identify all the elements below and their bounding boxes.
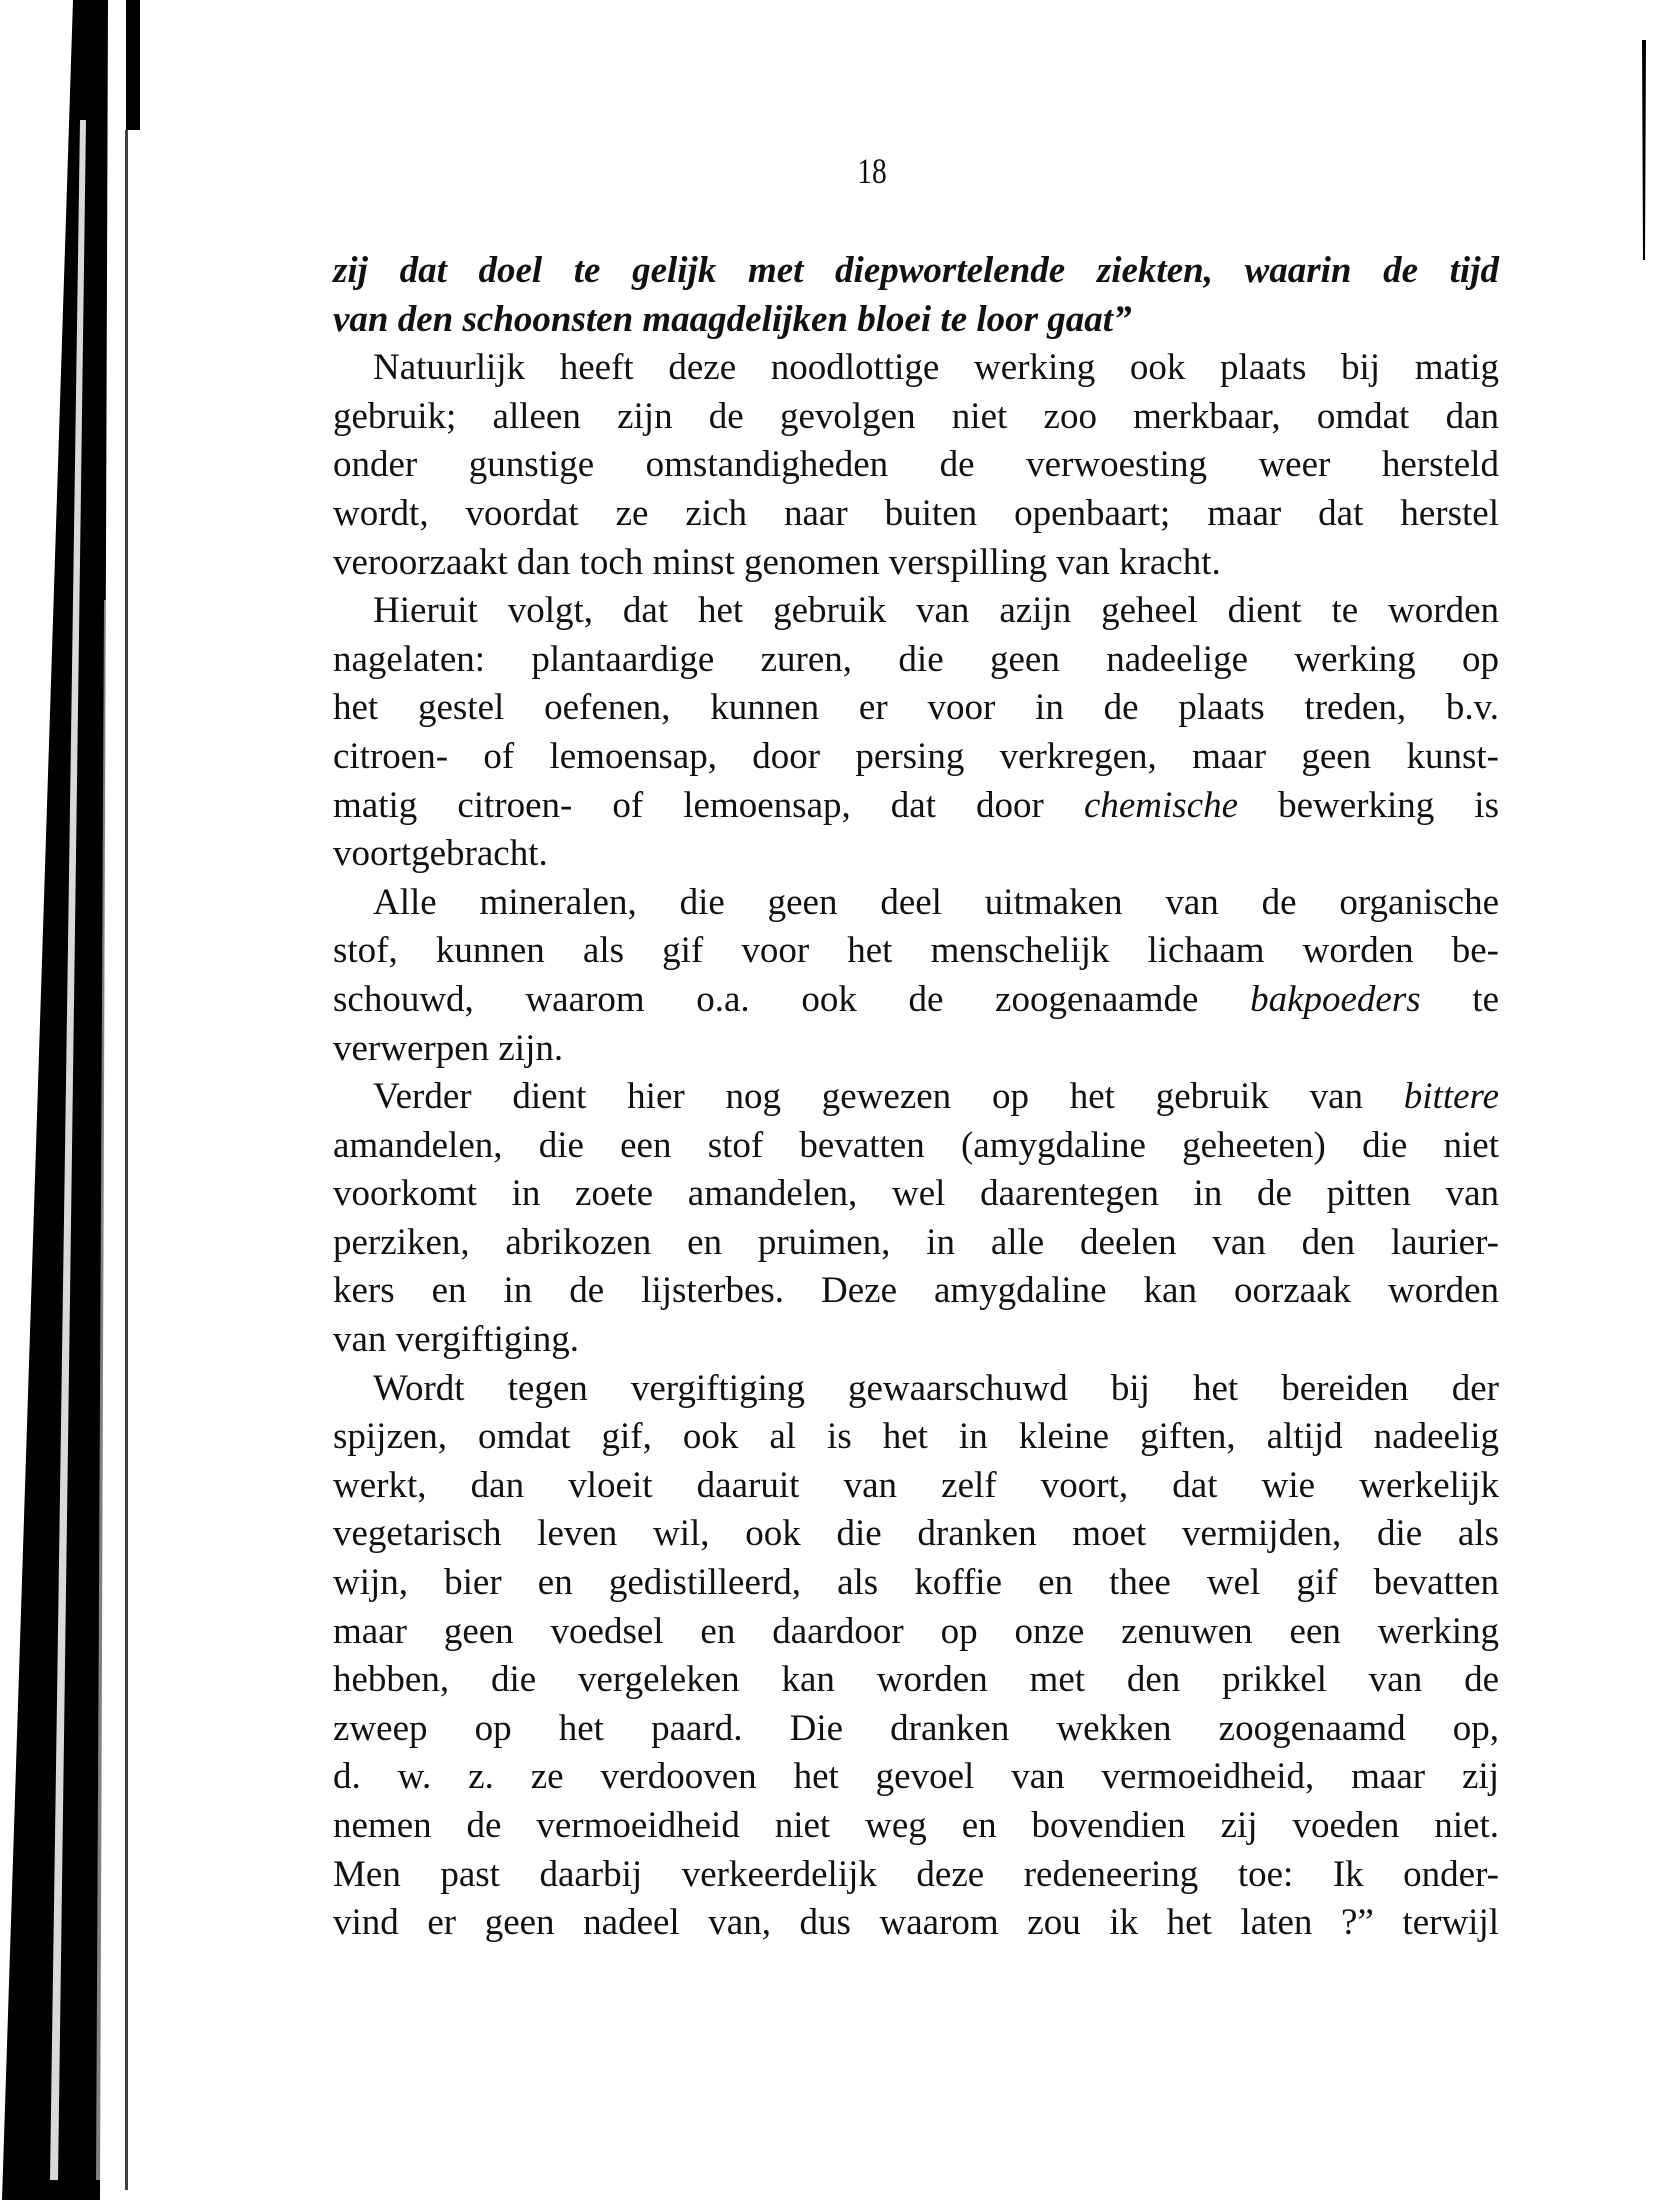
text-run: kers en in de lijsterbes. Deze amygdaline kan oorzaak worden [333, 1270, 1499, 1312]
page-body-text [333, 247, 1499, 1948]
text-line [333, 1267, 1499, 1316]
text-line [333, 1365, 1499, 1414]
text-run: Men past daarbij verkeerdelijk deze redeneering toe: Ik onder- [333, 1853, 1499, 1895]
text-run: voortgebracht. [333, 833, 548, 875]
text-run: schouwd, waarom o.a. ook de zoogenaamde [333, 978, 1251, 1020]
text-run: het gestel oefenen, kunnen er voor in de plaats treden, b.v. [333, 687, 1499, 729]
right-edge-line [1642, 40, 1646, 260]
text-run: hebben, die vergeleken kan worden met den prikkel van de [333, 1659, 1499, 1701]
text-run: vegetarisch leven wil, ook die dranken moet vermijden, die als [333, 1513, 1499, 1555]
text-line [333, 976, 1499, 1025]
text-line [333, 1122, 1499, 1171]
paragraph-paragraph-wordt [333, 1365, 1499, 1948]
text-run: Alle mineralen, die geen deel uitmaken van de organische [373, 881, 1499, 923]
paragraph-paragraph-verder [333, 1073, 1499, 1365]
emphasized-word: bakpoeders [1250, 978, 1421, 1020]
text-line [333, 782, 1499, 831]
page-number: 18 [857, 151, 887, 191]
text-run: wordt, voordat ze zich naar buiten openbaart; maar dat herstel [333, 492, 1499, 534]
text-line [333, 490, 1499, 539]
text-run: maar geen voedsel en daardoor op onze zenuwen een werking [333, 1610, 1499, 1652]
text-run: verwerpen zijn. [333, 1027, 564, 1069]
scan-binding-edge [0, 0, 140, 2200]
text-line [333, 441, 1499, 490]
text-line [333, 1753, 1499, 1802]
emphasized-word: bittere [1403, 1076, 1499, 1118]
text-line [333, 830, 1499, 879]
scan-right-edge-mark [1640, 40, 1646, 260]
text-line [333, 1219, 1499, 1268]
text-run: vind er geen nadeel van, dus waarom zou ik het laten ?” terwijl [333, 1902, 1499, 1944]
text-line [333, 684, 1499, 733]
text-line [333, 1705, 1499, 1754]
paragraph-paragraph-alle-mineralen [333, 879, 1499, 1073]
text-run: perziken, abrikozen en pruimen, in alle deelen van den laurier- [333, 1221, 1499, 1263]
text-run: Natuurlijk heeft deze noodlottige werking ook plaats bij matig [373, 347, 1499, 389]
text-line [333, 927, 1499, 976]
text-run: matig citroen- of lemoensap, dat door [333, 784, 1084, 826]
text-run: wijn, bier en gedistilleerd, als koffie en thee wel gif bevatten [333, 1562, 1499, 1604]
text-run: onder gunstige omstandigheden de verwoesting weer hersteld [333, 444, 1499, 486]
paragraph-quote-continuation [333, 247, 1499, 344]
text-run: van den schoonsten maagdelijken bloei te loor gaat” [333, 298, 1132, 340]
text-line [333, 1608, 1499, 1657]
text-run: d. w. z. ze verdooven het gevoel van vermoeidheid, maar zij [333, 1756, 1499, 1798]
text-line [333, 733, 1499, 782]
text-run: van vergiftiging. [333, 1319, 579, 1361]
text-run: Verder dient hier nog gewezen op het gebruik van [373, 1076, 1404, 1118]
text-run: spijzen, omdat gif, ook al is het in kleine giften, altijd nadeelig [333, 1416, 1499, 1458]
right-edge-graphic [1640, 40, 1646, 260]
text-line [333, 247, 1499, 296]
text-line [333, 1170, 1499, 1219]
text-run: zweep op het paard. Die dranken wekken zoogenaamd op, [333, 1707, 1499, 1749]
text-line [333, 296, 1499, 345]
text-line [333, 1462, 1499, 1511]
text-run: Wordt tegen vergiftiging gewaarschuwd bij het bereiden der [373, 1367, 1499, 1409]
text-line [333, 344, 1499, 393]
text-line [333, 1559, 1499, 1608]
text-run: Hieruit volgt, dat het gebruik van azijn geheel dient te worden [373, 590, 1499, 632]
text-run: nagelaten: plantaardige zuren, die geen nadeelige werking op [333, 638, 1499, 680]
text-run: nemen de vermoeidheid niet weg en bovendien zij voeden niet. [333, 1805, 1499, 1846]
emphasized-word: chemische [1083, 784, 1239, 826]
text-line [333, 587, 1499, 636]
text-line [333, 879, 1499, 928]
text-line [333, 1656, 1499, 1705]
text-run: gebruik; alleen zijn de gevolgen niet zoo merkbaar, omdat dan [333, 395, 1499, 437]
binding-edge-top-mark [126, 0, 140, 130]
text-line [333, 393, 1499, 442]
binding-shadow-graphic [0, 0, 140, 2200]
text-run: citroen- of lemoensap, door persing verkregen, maar geen kunst- [333, 735, 1499, 777]
binding-edge-line [125, 130, 128, 2190]
text-line [333, 539, 1499, 588]
text-line [333, 1510, 1499, 1559]
text-run: amandelen, die een stof bevatten (amygdaline geheeten) die niet [333, 1124, 1499, 1166]
text-line [333, 1413, 1499, 1462]
text-line [333, 1073, 1499, 1122]
text-line [333, 1899, 1499, 1948]
text-line [333, 1851, 1499, 1900]
paragraph-paragraph-hieruit [333, 587, 1499, 879]
text-line [333, 636, 1499, 685]
text-run: veroorzaakt dan toch minst genomen verspilling van kracht. [333, 541, 1221, 583]
text-run: voorkomt in zoete amandelen, wel daarentegen in de pitten van [333, 1173, 1499, 1215]
text-run: werkt, dan vloeit daaruit van zelf voort, dat wie werkelijk [333, 1464, 1499, 1506]
text-run: stof, kunnen als gif voor het menschelijk lichaam worden be- [333, 930, 1499, 972]
text-line [333, 1025, 1499, 1074]
text-line [333, 1316, 1499, 1365]
text-run: te [1420, 978, 1500, 1020]
paragraph-paragraph-natuurlijk [333, 344, 1499, 587]
text-run: zij dat doel te gelijk met diepwortelende ziekten, waarin de tijd [333, 250, 1499, 291]
text-line [333, 1802, 1499, 1851]
text-run: bewerking is [1238, 784, 1499, 826]
